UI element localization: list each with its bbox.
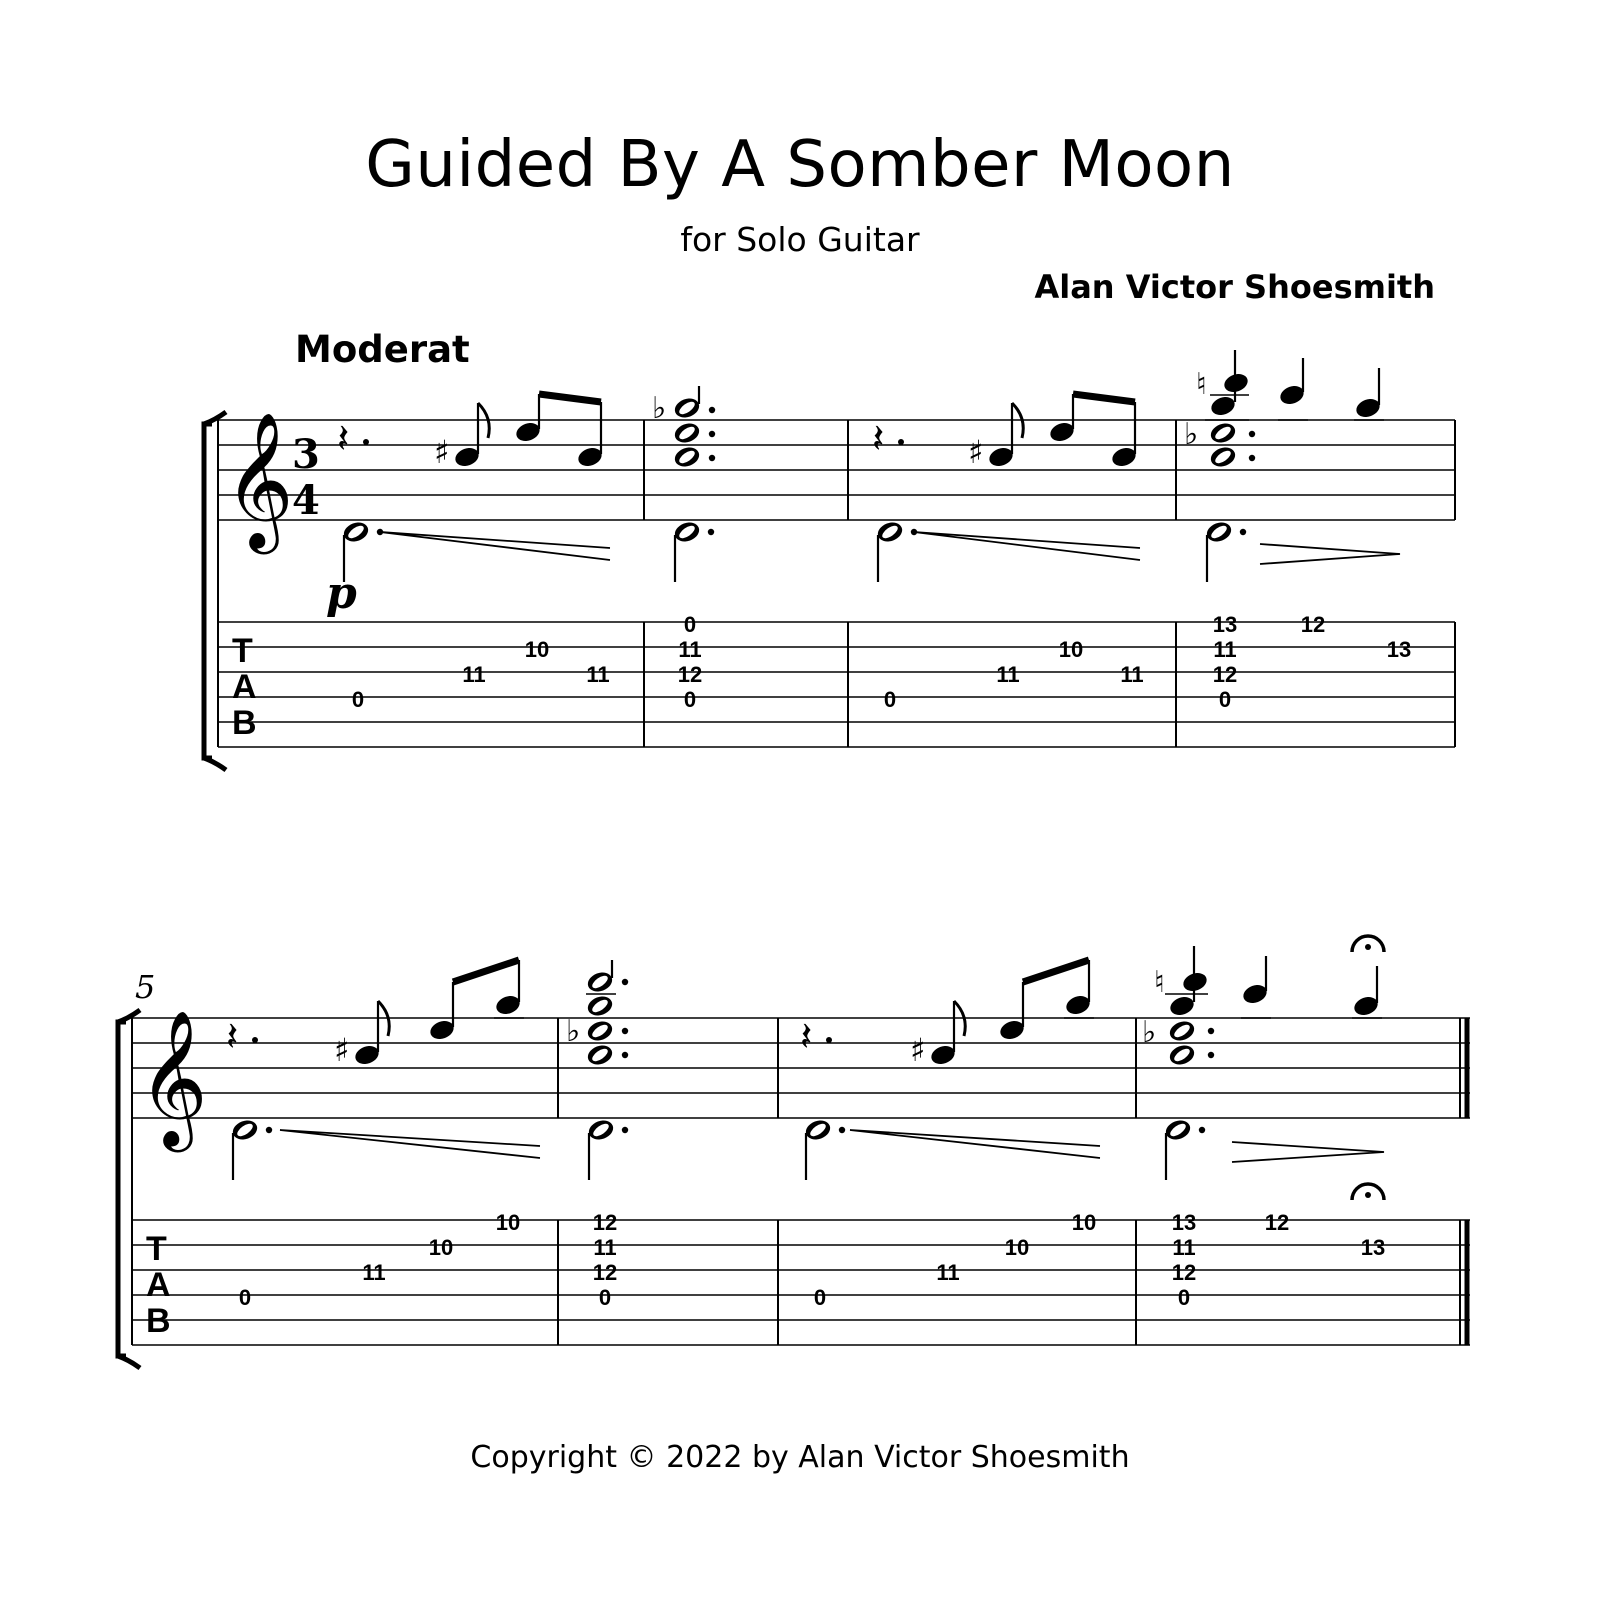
measure-2-notes <box>652 386 715 582</box>
sharp-icon: ♯ <box>968 433 984 471</box>
tab-letter-a: A <box>146 1266 171 1304</box>
system-bracket <box>204 412 226 770</box>
dotted-quarter-rest-icon: 𝄽 <box>226 1014 239 1060</box>
svg-text:10: 10 <box>1004 1235 1030 1260</box>
svg-text:13: 13 <box>1386 637 1412 662</box>
tab-letter-t: T <box>146 1230 167 1268</box>
measure-4-notes <box>1184 350 1400 582</box>
tempo-marking: Moderat <box>295 328 470 371</box>
dotted-quarter-rest-icon: 𝄽 <box>800 1014 813 1060</box>
svg-text:0: 0 <box>1177 1285 1191 1310</box>
composer-name: Alan Victor Shoesmith <box>1034 268 1435 306</box>
svg-text:11: 11 <box>1120 662 1144 687</box>
svg-text:12: 12 <box>677 662 703 687</box>
flat-icon: ♭ <box>1142 1015 1157 1050</box>
svg-text:0: 0 <box>683 612 697 637</box>
sharp-icon: ♯ <box>434 433 450 471</box>
svg-text:12: 12 <box>1212 662 1238 687</box>
svg-text:13: 13 <box>1171 1210 1197 1235</box>
svg-text:12: 12 <box>592 1260 618 1285</box>
dotted-quarter-rest-icon: 𝄽 <box>337 416 350 462</box>
score-subtitle: for Solo Guitar <box>680 220 920 259</box>
tab-letter-a: A <box>232 668 257 706</box>
measure-number: 5 <box>135 968 156 1006</box>
svg-text:0: 0 <box>683 687 697 712</box>
svg-text:11: 11 <box>678 637 702 662</box>
standard-staff <box>218 420 1455 520</box>
time-signature-numerator: 3 <box>292 431 320 478</box>
svg-text:12: 12 <box>592 1210 618 1235</box>
svg-text:11: 11 <box>936 1260 960 1285</box>
sharp-icon: ♯ <box>334 1031 350 1069</box>
system-1 <box>204 350 1455 770</box>
svg-text:11: 11 <box>462 662 486 687</box>
svg-text:0: 0 <box>598 1285 612 1310</box>
svg-text:12: 12 <box>1264 1210 1290 1235</box>
natural-icon: ♮ <box>1154 965 1165 1000</box>
svg-text:10: 10 <box>495 1210 521 1235</box>
sharp-icon: ♯ <box>910 1031 926 1069</box>
barlines <box>218 420 1455 747</box>
measure-5-notes <box>226 960 540 1180</box>
dynamic-piano: p <box>326 568 357 619</box>
system-bracket <box>118 1010 140 1368</box>
tab-staff <box>218 622 1455 747</box>
svg-text:11: 11 <box>362 1260 386 1285</box>
svg-text:10: 10 <box>524 637 550 662</box>
measure-6-notes <box>566 960 628 1180</box>
time-signature-denominator: 4 <box>292 477 320 524</box>
tab-letter-b: B <box>232 704 257 742</box>
treble-clef-icon: 𝄞 <box>138 1008 208 1146</box>
svg-text:10: 10 <box>1058 637 1084 662</box>
svg-text:10: 10 <box>1071 1210 1097 1235</box>
treble-clef-icon: 𝄞 <box>224 410 294 548</box>
measure-1-notes <box>326 394 610 619</box>
flat-icon: ♭ <box>566 1014 581 1049</box>
svg-text:11: 11 <box>586 662 610 687</box>
svg-text:0: 0 <box>883 687 897 712</box>
svg-text:11: 11 <box>1213 637 1237 662</box>
svg-text:12: 12 <box>1171 1260 1197 1285</box>
tab-letter-b: B <box>146 1302 171 1340</box>
svg-text:10: 10 <box>428 1235 454 1260</box>
system-2 <box>118 936 1470 1368</box>
svg-text:12: 12 <box>1300 612 1326 637</box>
barlines <box>132 1018 1460 1345</box>
svg-text:0: 0 <box>238 1285 252 1310</box>
svg-text:13: 13 <box>1212 612 1238 637</box>
svg-text:11: 11 <box>1172 1235 1196 1260</box>
copyright-notice: Copyright © 2022 by Alan Victor Shoesmith <box>470 1440 1130 1475</box>
svg-text:11: 11 <box>593 1235 617 1260</box>
svg-text:0: 0 <box>351 687 365 712</box>
tab-staff <box>132 1220 1470 1345</box>
svg-text:0: 0 <box>813 1285 827 1310</box>
svg-text:11: 11 <box>996 662 1020 687</box>
natural-icon: ♮ <box>1196 367 1207 402</box>
svg-text:13: 13 <box>1360 1235 1386 1260</box>
tab-letter-t: T <box>232 632 253 670</box>
measure-7-notes <box>800 960 1100 1180</box>
dotted-quarter-rest-icon: 𝄽 <box>872 416 885 462</box>
measure-3-notes <box>872 394 1140 582</box>
flat-icon: ♭ <box>1184 417 1199 452</box>
svg-text:0: 0 <box>1218 687 1232 712</box>
flat-icon: ♭ <box>652 391 667 426</box>
score-title: Guided By A Somber Moon <box>365 128 1235 202</box>
